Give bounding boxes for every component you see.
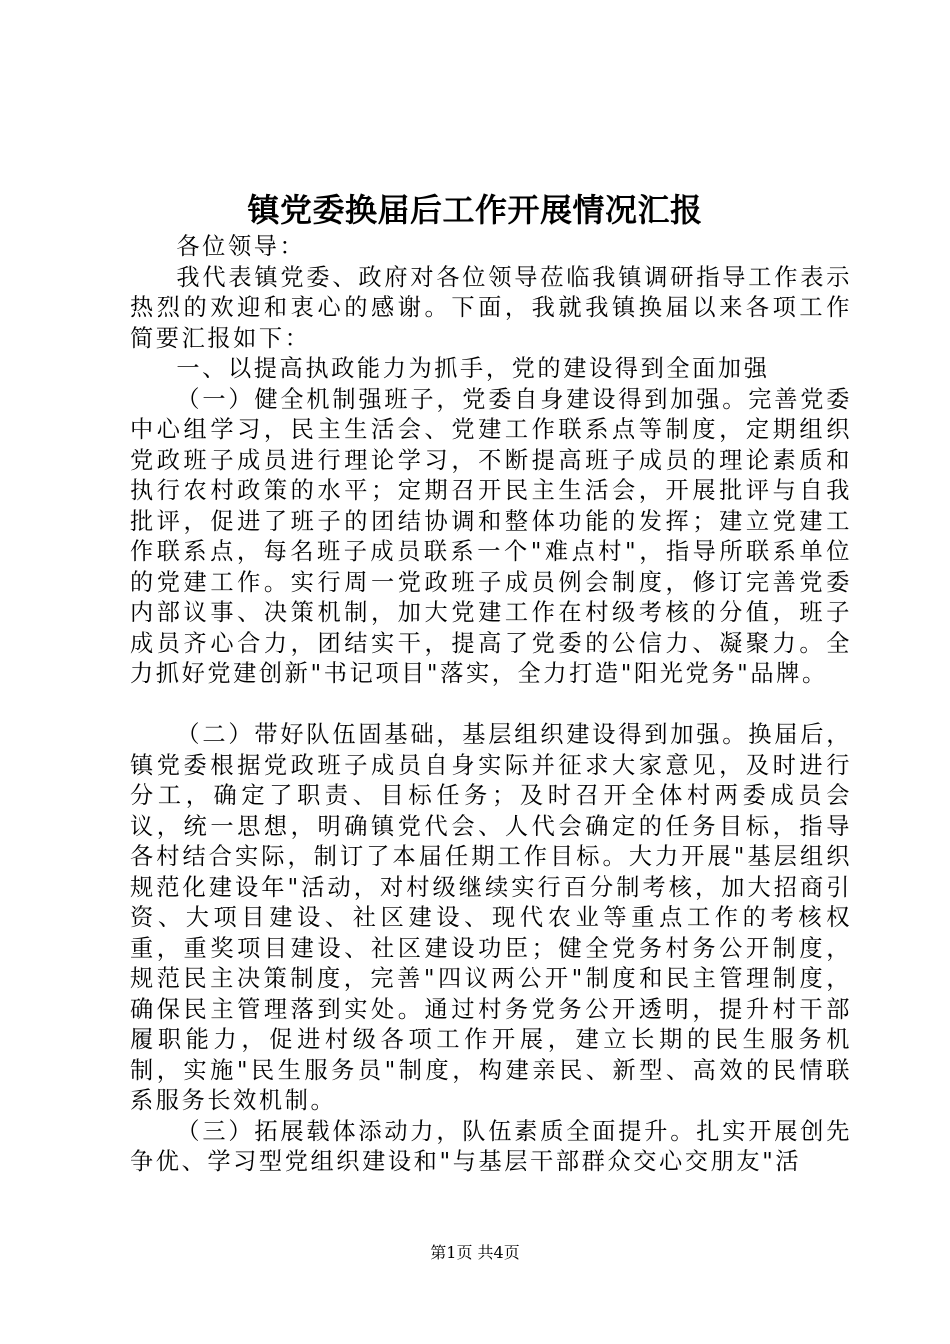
paragraph: （二）带好队伍固基础，基层组织建设得到加强。换届后，镇党委根据党政班子成员自身实际并征求大家意见，及时进行分工，确定了职责、目标任务；及时召开全体村两委成员会议，统一思想，明确镇党代会、人代会确定的任务目标，指导各村结合实际，制订了本届任期工作目标。大力开展"基层组织规范化建设年"活动，对村级继续实行百分制考核，加大招商引资、大项目建设、社区建设、现代农业等重点工作的考核权重，重奖项目建设、社区建设功臣；健全党务村务公开制度，规范民主决策制度，完善"四议两公开"制度和民主管理制度，确保民主管理落到实处。通过村务党务公开透明，提升村干部履职能力，促进村级各项工作开展，建立长期的民生服务机制，实施"民生服务员"制度，构建亲民、新型、高效的民情联系服务长效机制。 <box>130 721 852 1114</box>
document-title: 镇党委换届后工作开展情况汇报 <box>247 191 703 229</box>
intro-paragraph: 我代表镇党委、政府对各位领导莅临我镇调研指导工作表示热烈的欢迎和衷心的感谢。下面，我就我镇换届以来各项工作简要汇报如下： <box>130 263 852 352</box>
page-footer: 第1页 共4页 <box>430 1243 520 1262</box>
paragraph: （三）拓展载体添动力，队伍素质全面提升。扎实开展创先争优、学习型党组织建设和"与基层干部群众交心交朋友"活 <box>130 1117 852 1175</box>
document-body <box>130 232 852 1178</box>
salutation: 各位领导： <box>176 233 306 260</box>
paragraph: （一）健全机制强班子，党委自身建设得到加强。完善党委中心组学习，民主生活会、党建工作联系点等制度，定期组织党政班子成员进行理论学习，不断提高班子成员的理论素质和执行农村政策的水平；定期召开民主生活会，开展批评与自我批评，促进了班子的团结协调和整体功能的发挥；建立党建工作联系点，每名班子成员联系一个"难点村"，指导所联系单位的党建工作。实行周一党政班子成员例会制度，修订完善党委内部议事、决策机制，加大党建工作在村级考核的分值，班子成员齐心合力，团结实干，提高了党委的公信力、凝聚力。全力抓好党建创新"书记项目"落实，全力打造"阳光党务"品牌。 <box>130 385 852 687</box>
section-heading: 一、以提高执政能力为抓手，党的建设得到全面加强 <box>176 355 770 382</box>
